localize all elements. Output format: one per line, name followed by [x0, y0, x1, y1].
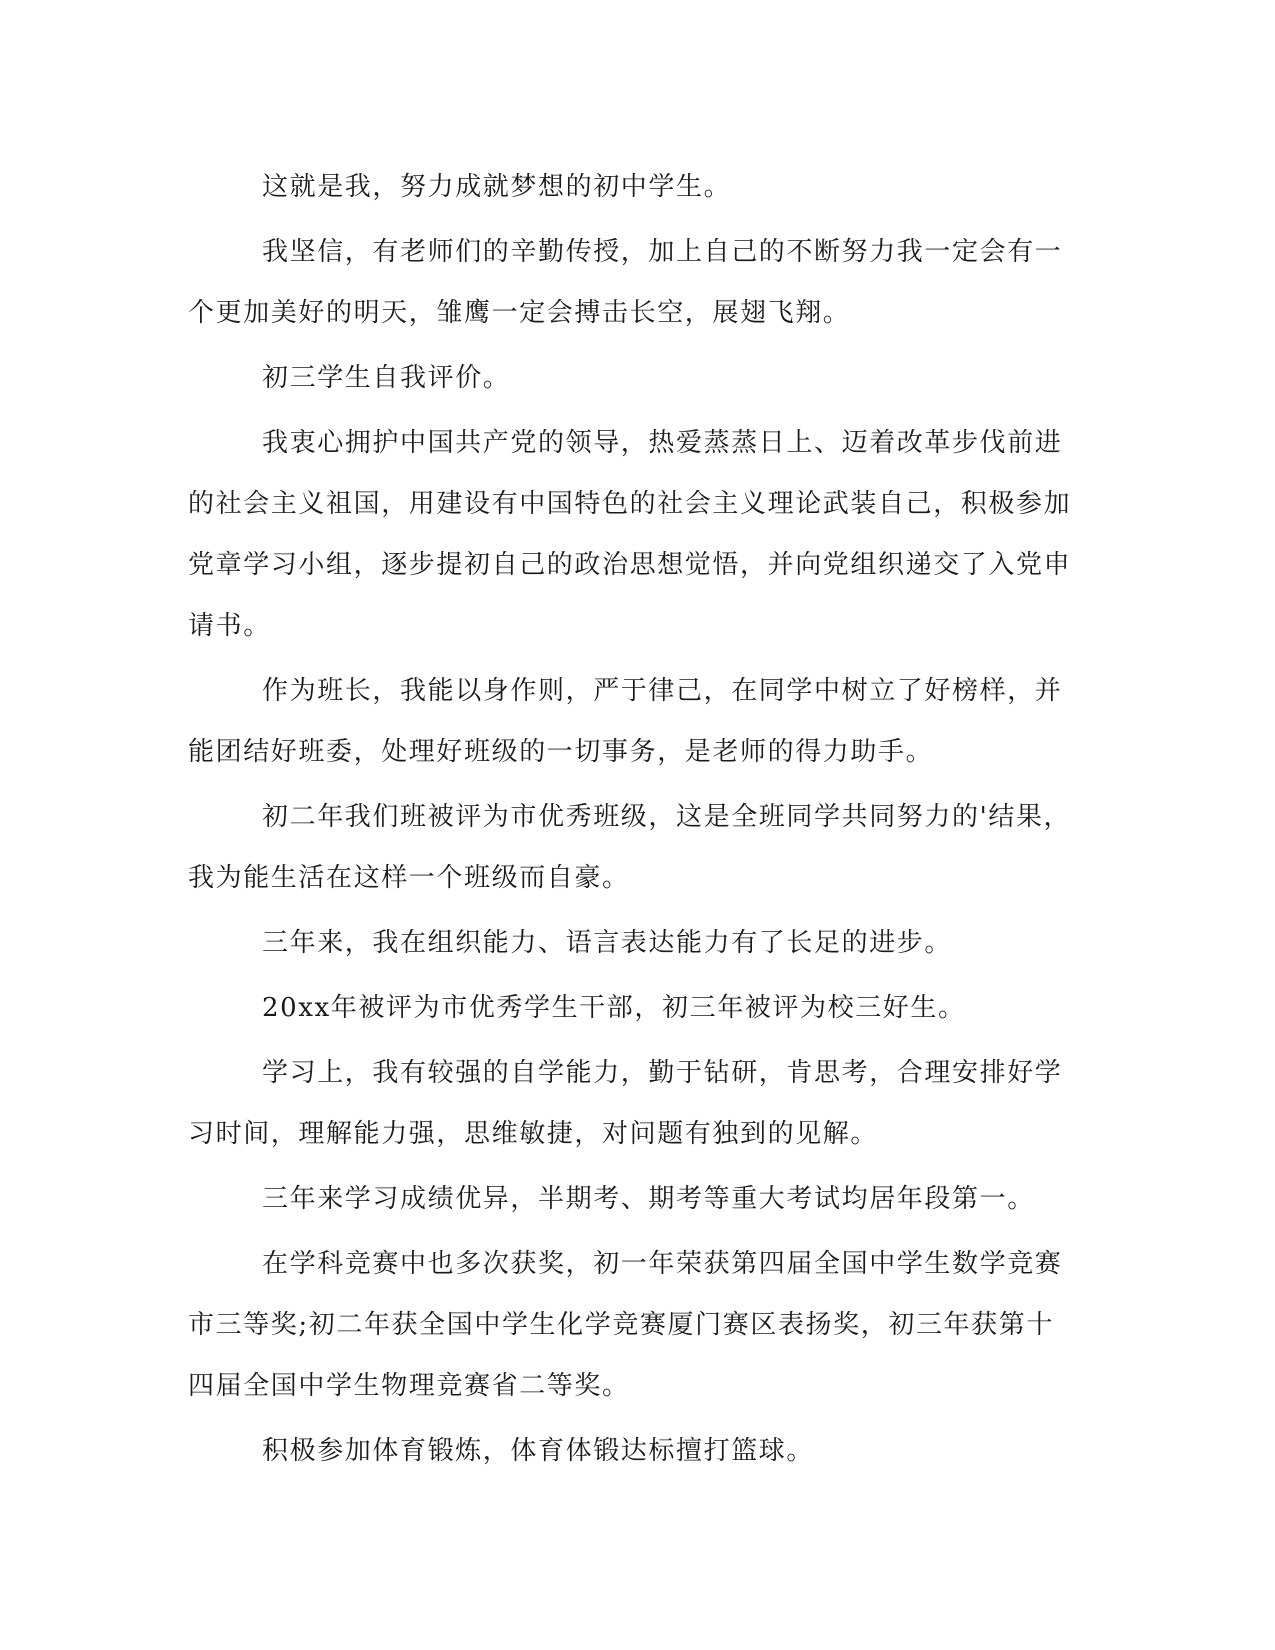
paragraph-3: 初三学生自我评价。: [262, 363, 511, 393]
document-body: [188, 157, 1073, 1486]
paragraph-4: 我衷心拥护中国共产党的领导，热爱蒸蒸日上、迈着改革步伐前进的社会主义祖国，用建设有中国特色的社会主义理论武装自己，积极参加党章学习小组，逐步提初自己的政治思想觉悟，并向党组织递交了入党申请书。: [188, 428, 1072, 641]
paragraph-7: 三年来，我在组织能力、语言表达能力有了长足的进步。: [262, 928, 953, 958]
paragraph-5: 作为班长，我能以身作则，严于律己，在同学中树立了好榜样，并能团结好班委，处理好班级的一切事务，是老师的得力助手。: [188, 676, 1063, 767]
paragraph-10: 三年来学习成绩优异，半期考、期考等重大考试均居年段第一。: [262, 1184, 1035, 1214]
paragraph-6: 初二年我们班被评为市优秀班级，这是全班同学共同努力的'结果，我为能生活在这样一个班级而自豪。: [188, 802, 1072, 893]
paragraph-1: 这就是我，努力成就梦想的初中学生。: [262, 172, 732, 202]
paragraph-11: 在学科竞赛中也多次获奖，初一年荣获第四届全国中学生数学竞赛市三等奖;初二年获全国中学生化学竞赛厦门赛区表扬奖，初三年获第十四届全国中学生物理竞赛省二等奖。: [188, 1249, 1063, 1401]
paragraph-12: 积极参加体育锻炼，体育体锻达标擅打篮球。: [262, 1436, 815, 1466]
paragraph-9: 学习上，我有较强的自学能力，勤于钻研，肯思考，合理安排好学习时间，理解能力强，思维敏捷，对问题有独到的见解。: [188, 1058, 1063, 1149]
paragraph-2: 我坚信，有老师们的辛勤传授，加上自己的不断努力我一定会有一个更加美好的明天，雏鹰一定会搏击长空，展翅飞翔。: [188, 237, 1063, 328]
paragraph-8: 20xx年被评为市优秀学生干部，初三年被评为校三好生。: [262, 993, 966, 1023]
